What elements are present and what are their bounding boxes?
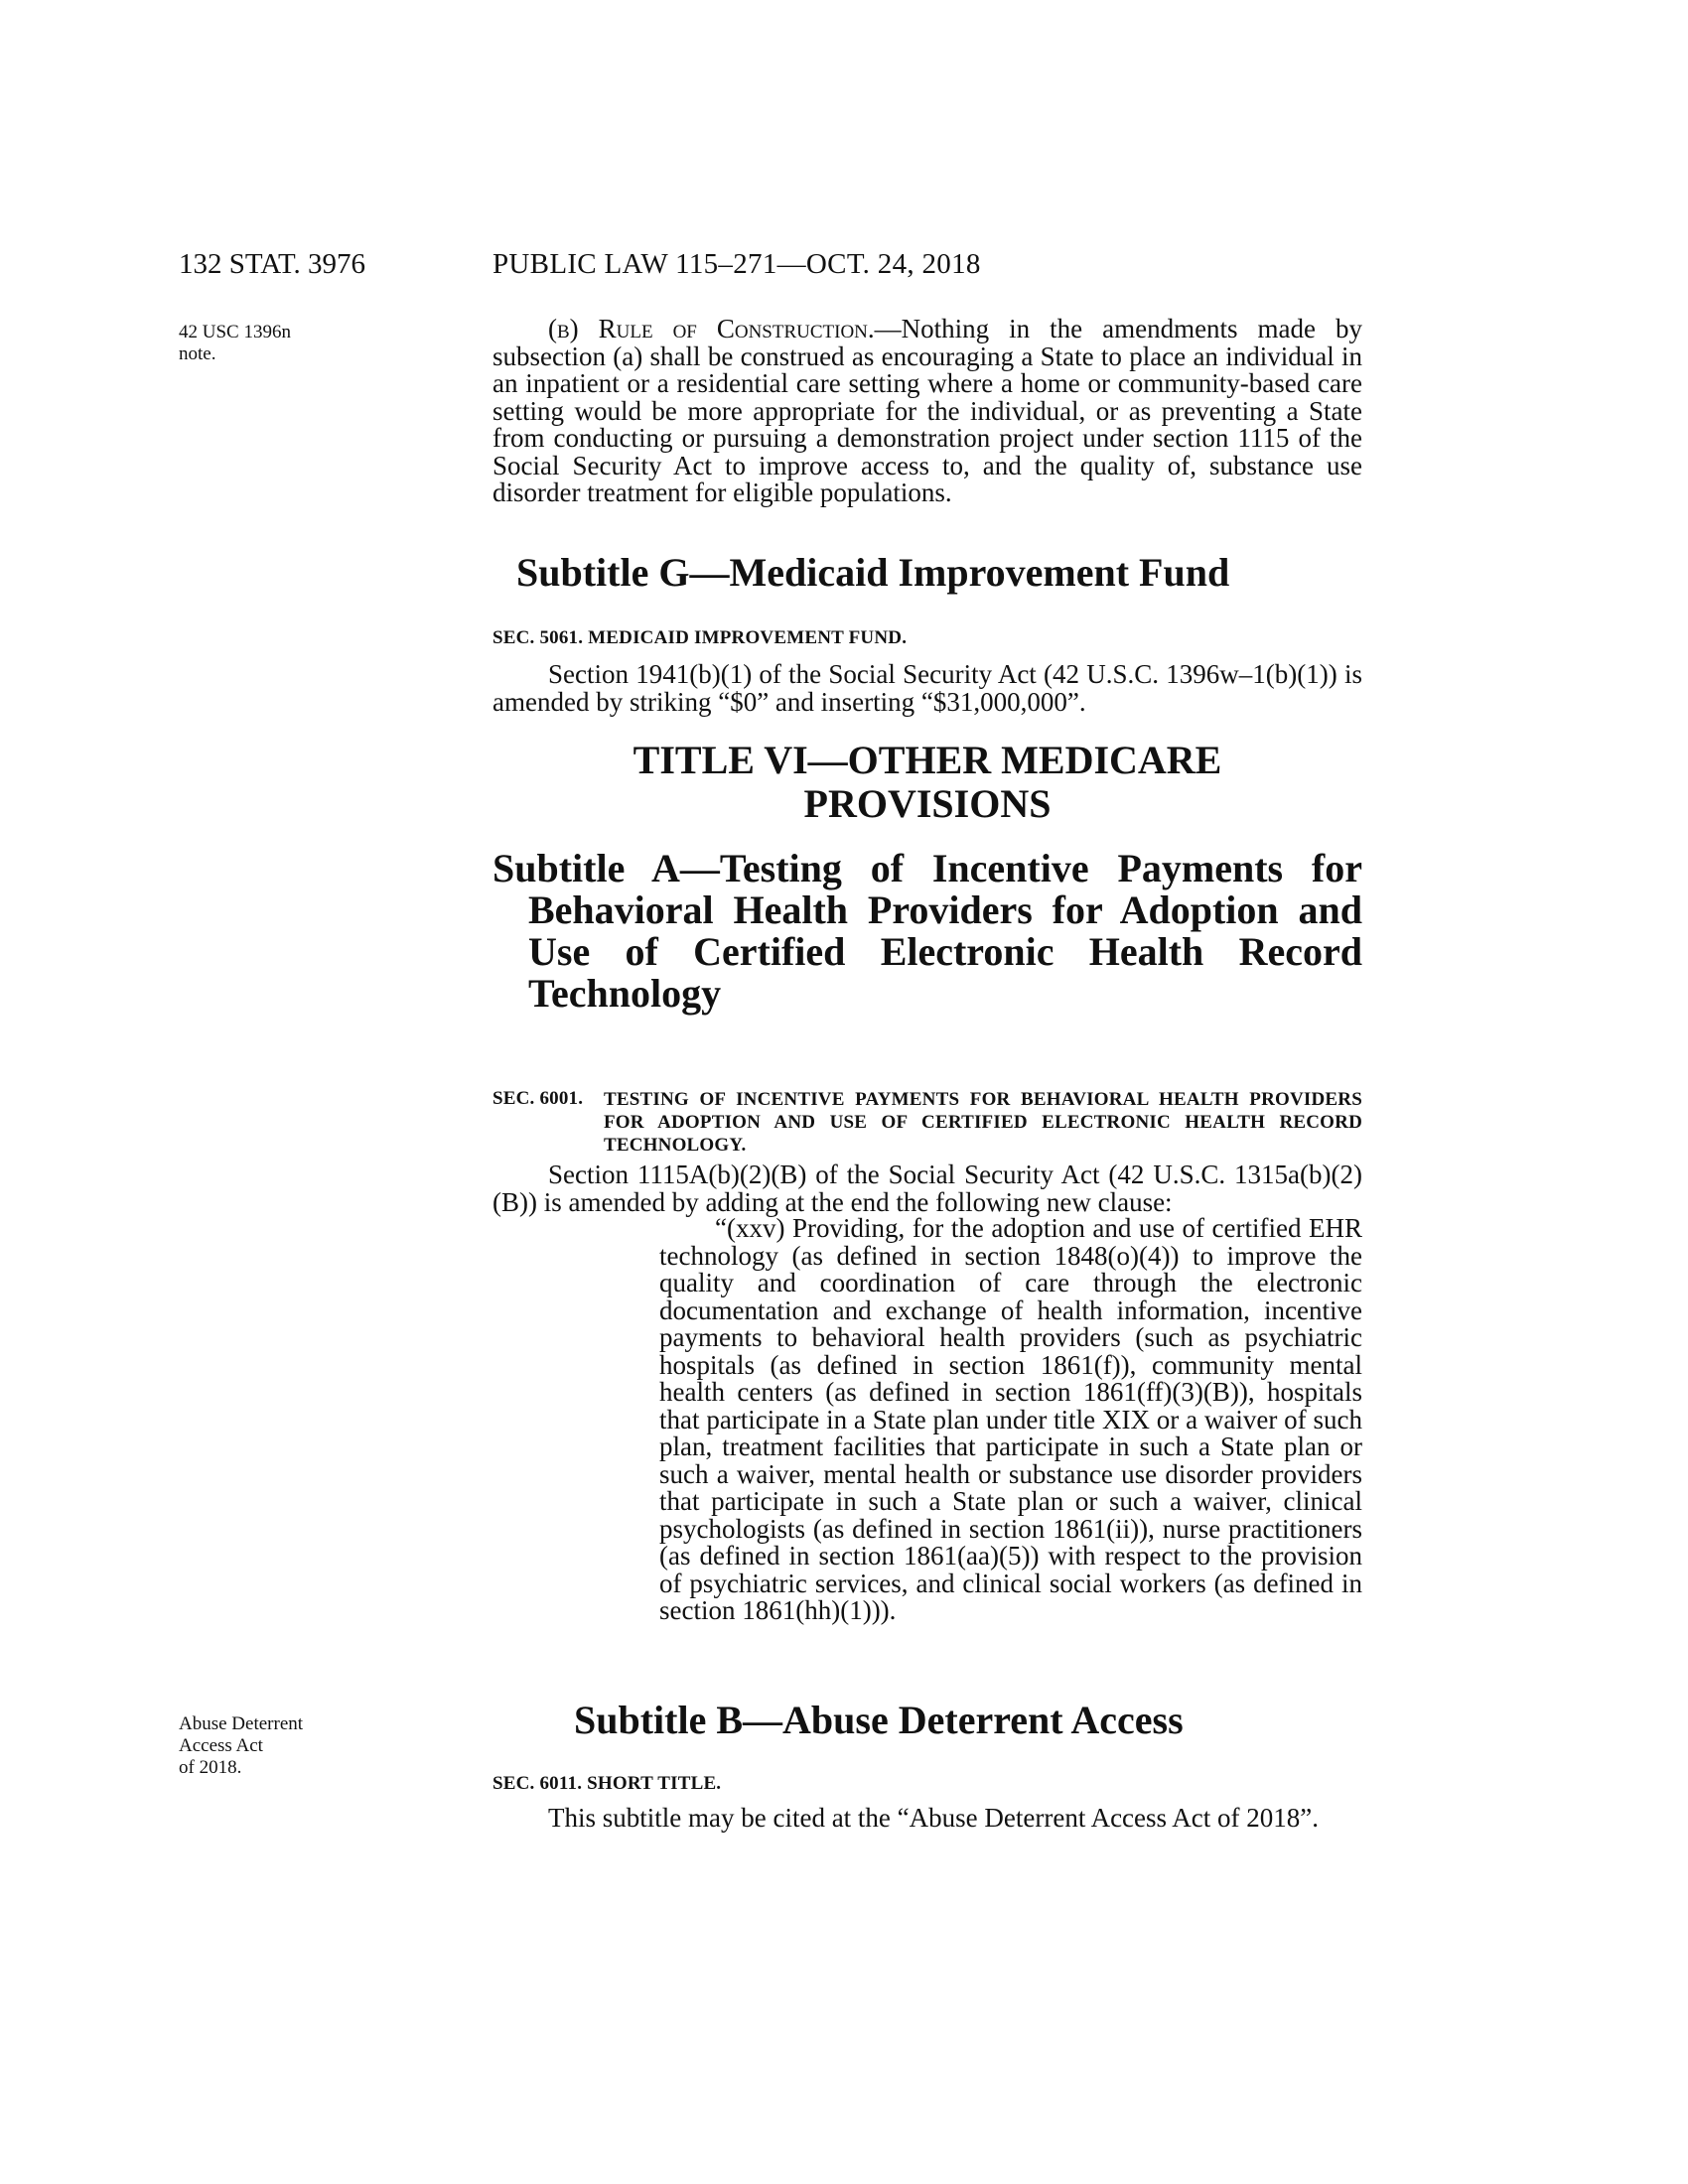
sec-6001-text: Section 1115A(b)(2)(B) of the Social Security Act (42 U.S.C. 1315a(b)(2)(B)) is amended by adding at the end the following new clause: (492, 1160, 1362, 1217)
title-vi-heading (492, 739, 1362, 826)
sec-6001-heading: TESTING OF INCENTIVE PAYMENTS FOR BEHAVIORAL HEALTH PROVIDERS FOR ADOPTION AND USE OF CERTIFIED ELECTRONIC HEALTH RECORD TECHNOLOGY. (604, 1089, 1362, 1156)
sec-6001-label: SEC. 6001. (492, 1088, 584, 1109)
sec-6011-heading: SEC. 6011. SHORT TITLE. (492, 1773, 722, 1794)
margin-note-line: of 2018. (179, 1757, 242, 1778)
rule-of-construction-paragraph (492, 316, 1362, 507)
sec-6011-text: This subtitle may be cited at the “Abuse Deterrent Access Act of 2018”. (548, 1803, 1320, 1833)
sec-6001-clause: “(xxv) Providing, for the adoption and use of certified EHR technology (as defined in section 1848(o)(4)) to improve the quality and coordination of care through the electronic documentation and exchange of health information, incentive payments to behavioral health providers (such as psychiatric hospitals (as defined in section 1861(f)), community mental health centers (as defined in section 1861(ff)(3)(B)), hospitals that participate in a State plan under title XIX or a waiver of such plan, treatment facilities that participate in such a State plan or such a waiver, mental health or substance use disorder providers that participate in such a State plan or such a waiver, clinical psychologists (as defined in section 1861(ii)), nurse practitioners (as defined in section 1861(aa)(5)) with respect to the provision of psychiatric services, and clinical social workers (as defined in section 1861(hh)(1))). (659, 1213, 1362, 1625)
running-header (0, 248, 1688, 288)
subtitle-g-heading: Subtitle G—Medicaid Improvement Fund (516, 550, 1230, 595)
paragraph-lead: (b) Rule of Construction. (548, 314, 875, 343)
paragraph-text: —Nothing in the amendments made by subsection (a) shall be construed as encouraging a State to place an individual in an inpatient or a residential care setting where a home or community-based care setting would be more appropriate for the individual, or as preventing a State from conducting or pursuing a demonstration project under section 1115 of the Social Security Act to improve access to, and the quality of, substance use disorder treatment for eligible populations. (492, 314, 1362, 507)
sec-5061-text: Section 1941(b)(1) of the Social Security Act (42 U.S.C. 1396w–1(b)(1)) is amended by striking “$0” and inserting “$31,000,000”. (492, 659, 1362, 717)
title-vi-line1: TITLE VI—OTHER MEDICARE (633, 738, 1222, 782)
title-vi-line2: PROVISIONS (803, 781, 1052, 826)
subtitle-b-heading: Subtitle B—Abuse Deterrent Access (574, 1698, 1184, 1742)
margin-note-line: 42 USC 1396n (179, 322, 291, 342)
sec-5061-heading: SEC. 5061. MEDICAID IMPROVEMENT FUND. (492, 627, 908, 648)
margin-note-usc (179, 322, 291, 365)
margin-note-line: Access Act (179, 1735, 263, 1756)
public-law-citation: PUBLIC LAW 115–271—OCT. 24, 2018 (492, 248, 981, 280)
subtitle-a-heading: Subtitle A—Testing of Incentive Payments for Behavioral Health Providers for Adoption and Use of Certified Electronic Health Record Technology (492, 846, 1362, 1016)
margin-note-short-title (179, 1713, 303, 1779)
stat-page-number: 132 STAT. 3976 (179, 248, 366, 280)
margin-note-line: Abuse Deterrent (179, 1713, 304, 1734)
margin-note-line: note. (179, 343, 216, 364)
sec-6001-heading-block (492, 1088, 1362, 1157)
